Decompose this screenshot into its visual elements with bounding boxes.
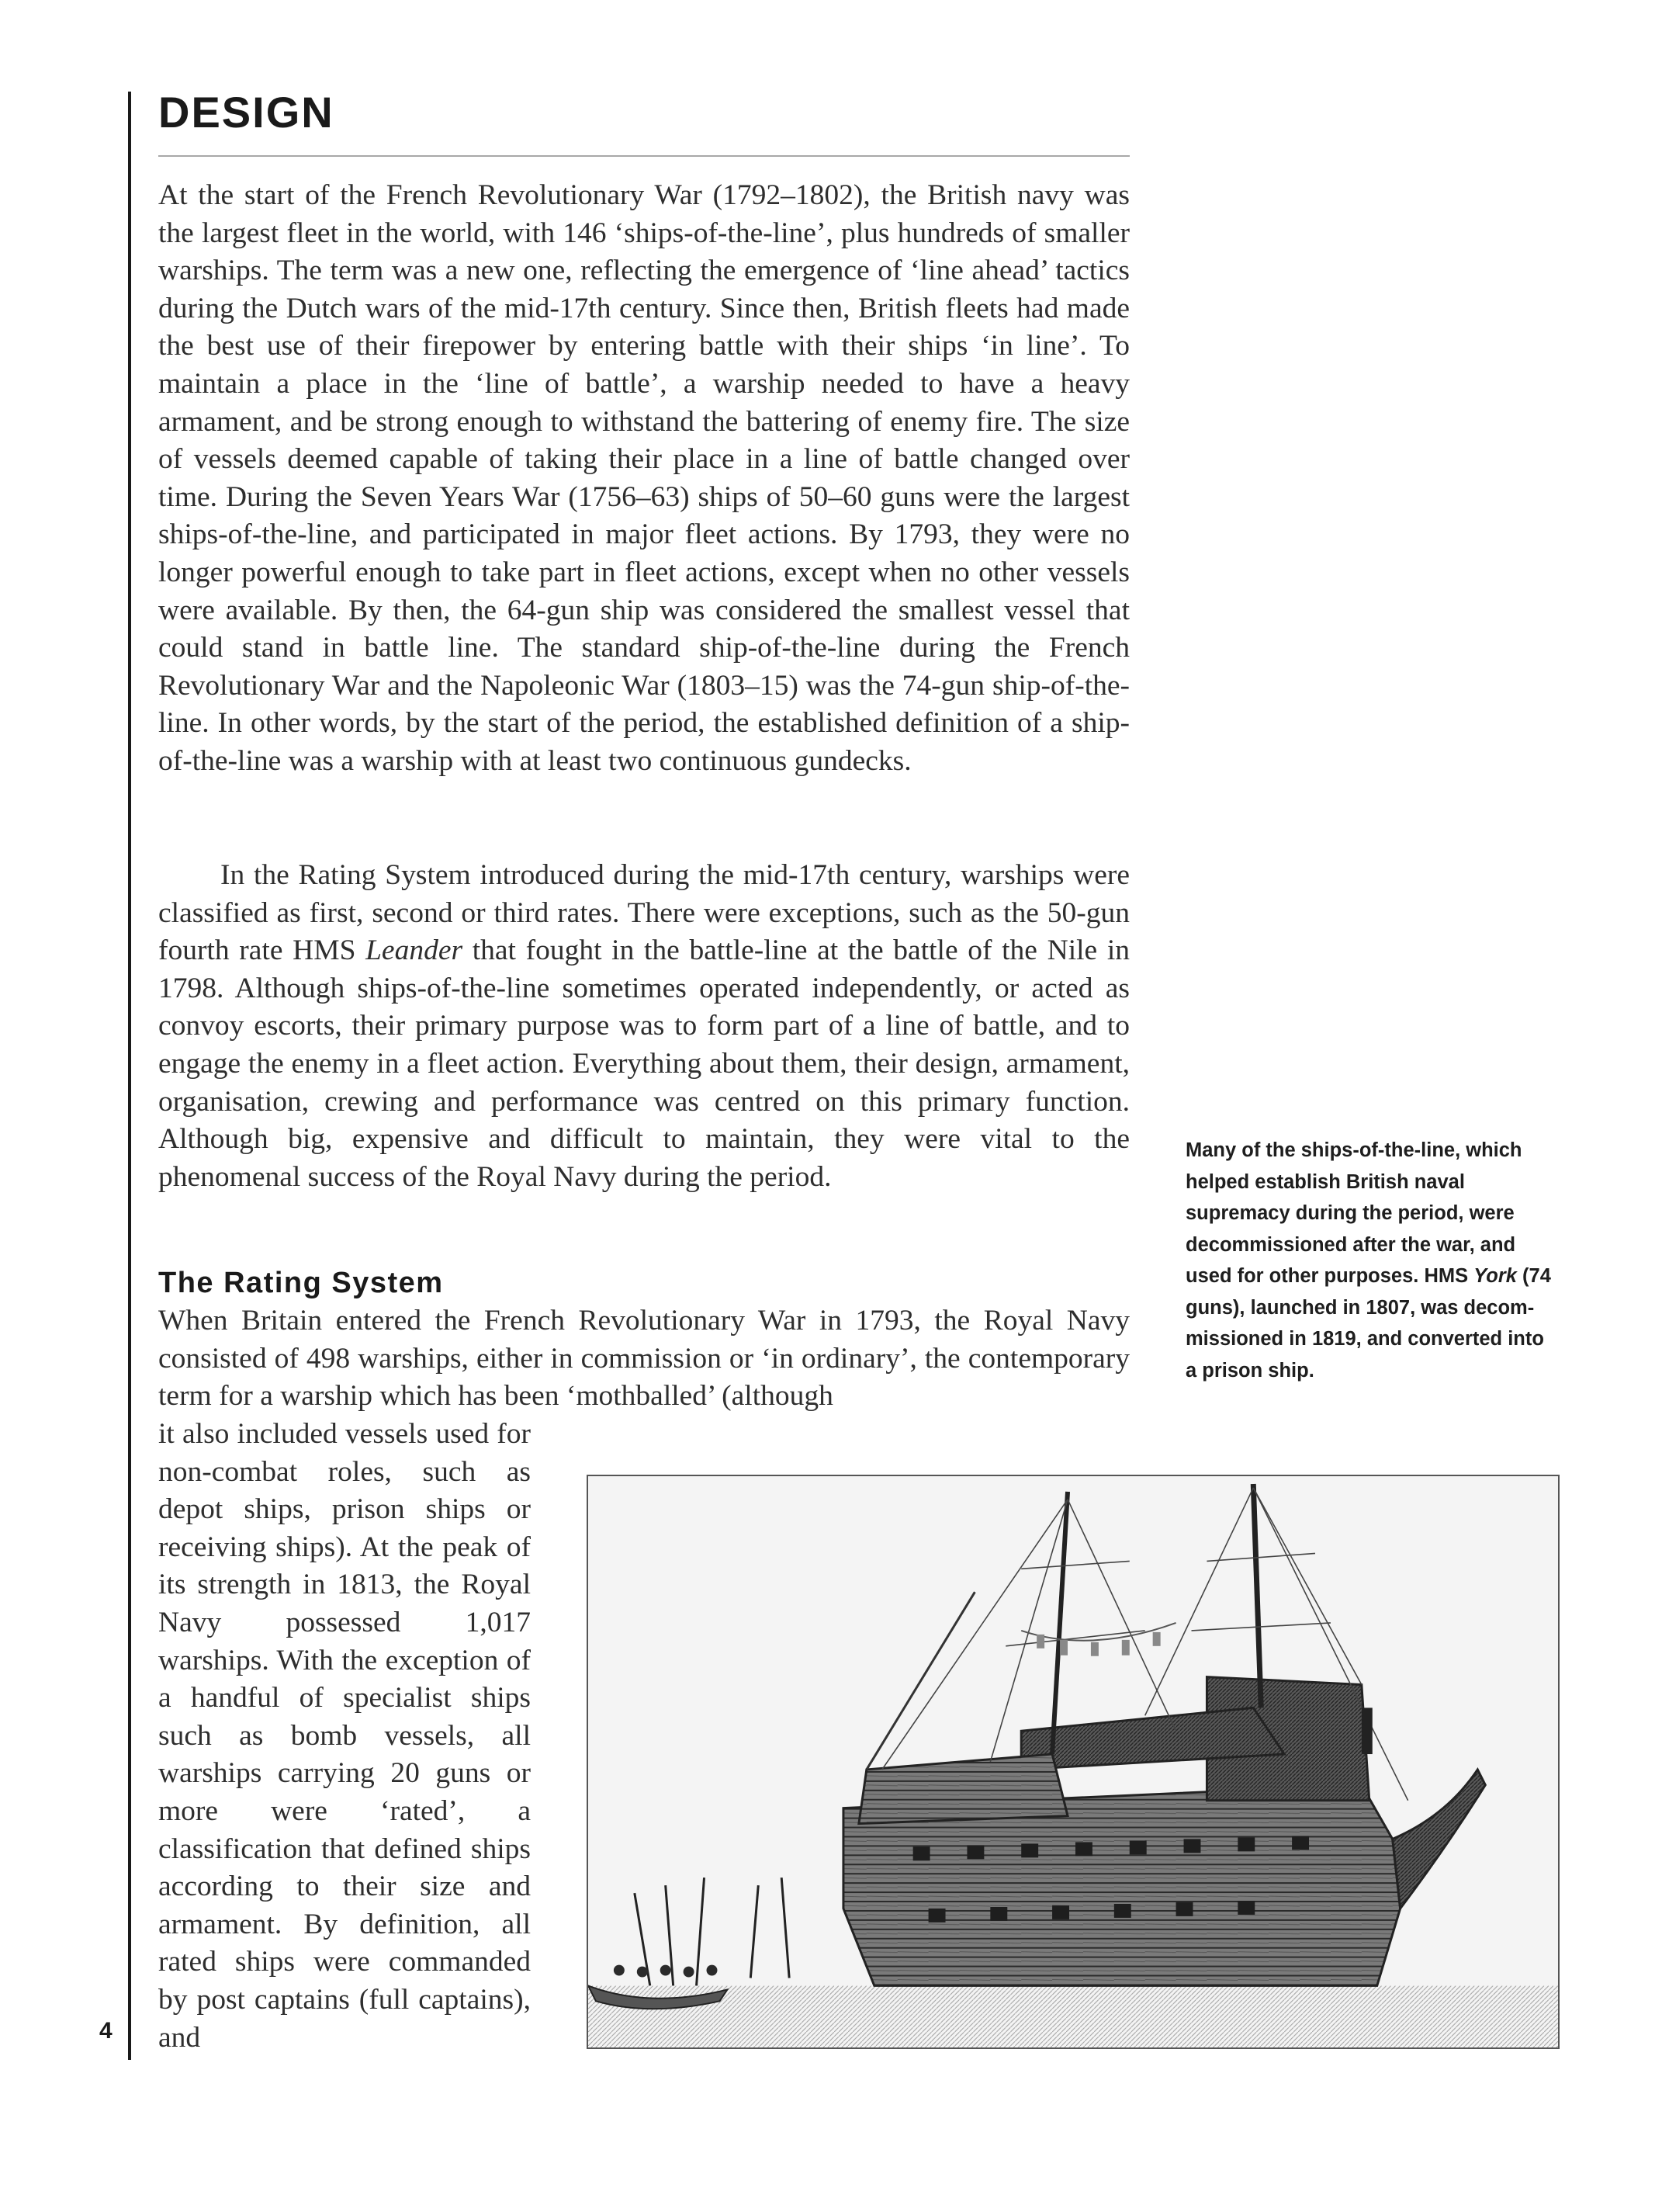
paragraph-3-wide-text: When Britain entered the French Revolutionary War in 1793, the Royal Navy consisted of 498 warships, either in commission or ‘in ordinary’, the contemporary term for a warship which has been ‘mothballed’ (although: [158, 1305, 1130, 1413]
ship-engraving: [588, 1476, 1558, 2047]
paragraph-3-narrow-text: it also included vessels used for non-combat roles, such as depot ships, prison ships or receiving ships). At the peak of its strength in 1813, the Royal Navy possessed 1,017 warships. With the exception of a handful of specialist ships such as bomb vessels, all warships carrying 20 guns or more were ‘rated’, a classification that defined ships according to their size and armament. By definition, all rated ships were commanded by post captains (full captains), and: [158, 1418, 531, 2054]
title-rule: [158, 155, 1130, 157]
paragraph-1-text: At the start of the French Revolutionary War (1792–1802), the British navy was the largest fleet in the world, with 146 ‘ships-of-the-line’, plus hundreds of smaller warships. The term was a new one, reflecting the emergence of ‘line ahead’ tactics during the Dutch wars of the mid-17th century. Since then, British fleets had made the best use of their firepower by entering battle with their ships ‘in line’. To maintain a place in the ‘line of battle’, a warship needed to have a heavy armament, and be strong enough to withstand the battering of enemy fire. The size of vessels deemed capable of taking their place in a line of battle changed over time. During the Seven Years War (1756–63) ships of 50–60 guns were the largest ships-of-the-line, and participated in major fleet actions. By 1793, they were no longer powerful enough to take part in fleet actions, except when no other vessels were available. By then, the 64-gun ship was considered the smallest vessel that could stand in battle line. The standard ship-of-the-line during the French Revolutionary War and the Napoleonic War (1803–15) was the 74-gun ship-of-the-line. In other words, by the start of the period, the established definition of a ship-of-the-line was a warship with at least two continuous gundecks.: [158, 179, 1130, 777]
body-paragraph-2: [158, 857, 1130, 1196]
caption-rest: (74 guns), launched in 1807, was decom-missioned in 1819, and converted into a prison ship.: [1186, 1265, 1551, 1382]
image-caption: [1186, 1135, 1558, 1386]
paragraph-2-lead: In the Rating System introduced during the mid-17th century, warships were classified as first, second or third rates. There were exceptions, such as the 50-gun fourth rate HMS: [158, 859, 1130, 967]
prison-ship-illustration: [587, 1475, 1560, 2049]
page-number: 4: [99, 2018, 113, 2044]
ship-name-leander: Leander: [365, 934, 463, 967]
section-title: DESIGN: [158, 88, 334, 137]
paragraph-2-text: [158, 857, 1130, 1196]
subheading-rating-system: The Rating System: [158, 1267, 444, 1299]
paragraph-2-rest: that fought in the battle-line at the battle of the Nile in 1798. Although ships-of-the-line sometimes operated independently, or acted as convoy escorts, their primary purpose was to form part of a line of battle, and to engage the enemy in a fleet action. Everything about them, their design, armament, organisation, crewing and performance was centred on this primary function. Although big, expensive and difficult to maintain, they were vital to the phenomenal success of the Royal Navy during the period.: [158, 934, 1130, 1193]
body-paragraph-1: [158, 177, 1130, 781]
caption-lead: Many of the ships-of-the-line, which helped establish British naval supremacy during the period, were decommissioned after the war, and used for other purposes. HMS: [1186, 1139, 1522, 1287]
ship-name-york: York: [1473, 1265, 1517, 1287]
margin-rule: [128, 92, 131, 2060]
body-paragraph-3: [158, 1302, 1130, 1416]
